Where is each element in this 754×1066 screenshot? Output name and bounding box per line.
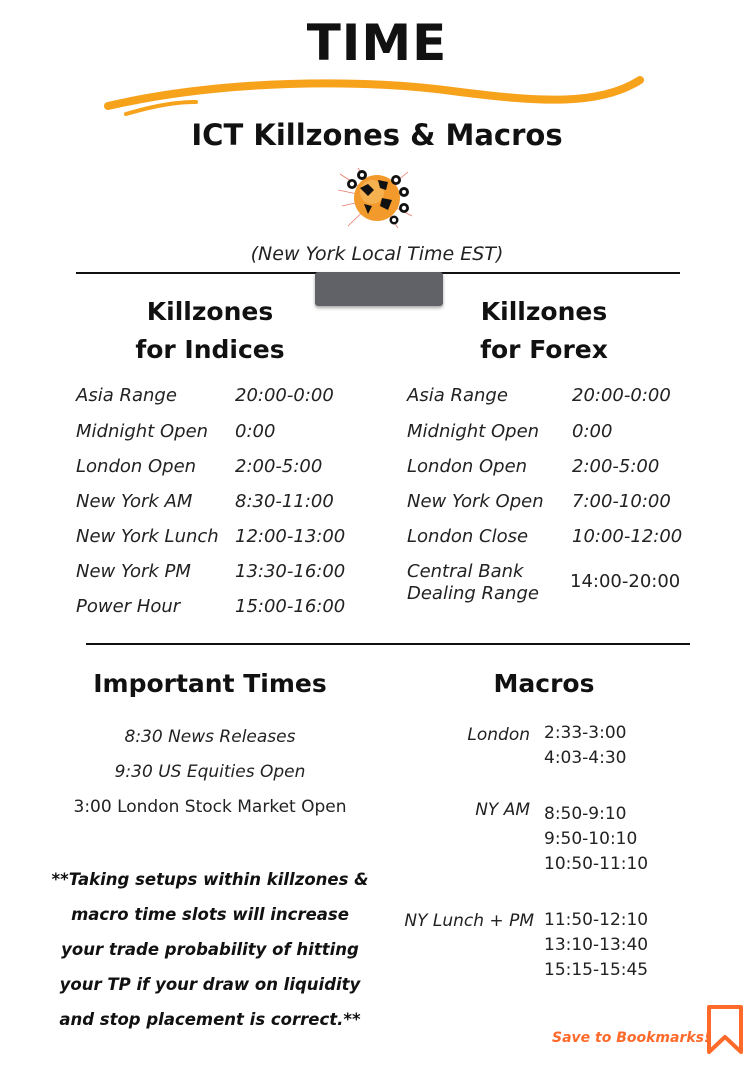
forex-heading-line2: for Forex — [480, 335, 608, 364]
forex-heading — [424, 293, 664, 369]
macro-group-label: London — [467, 725, 530, 745]
divider-middle — [86, 643, 690, 645]
forex-row-label: London Close — [407, 526, 529, 547]
save-to-bookmarks-label[interactable]: Save to Bookmarks! — [552, 1030, 711, 1046]
indices-row-label: London Open — [76, 456, 197, 477]
macro-time: 8:50-9:10 — [544, 804, 627, 824]
indices-row-label: New York AM — [76, 491, 193, 512]
note-line: **Taking setups within killzones & — [51, 870, 369, 889]
timezone-note: (New York Local Time EST) — [250, 243, 504, 265]
indices-row-time: 20:00-0:00 — [235, 385, 334, 406]
forex-heading-line1: Killzones — [480, 297, 608, 326]
macro-time: 10:50-11:10 — [544, 854, 649, 874]
indices-row-label: Power Hour — [76, 596, 181, 617]
macro-group-label: NY AM — [475, 800, 530, 820]
page-subtitle: ICT Killzones & Macros — [191, 118, 563, 152]
macro-group-times — [544, 721, 627, 771]
macro-group-times — [544, 908, 648, 983]
note-line: and stop placement is correct.** — [59, 1010, 361, 1029]
forex-row-label: London Open — [407, 456, 528, 477]
important-times-heading: Important Times — [93, 669, 327, 698]
important-time-item: 9:30 US Equities Open — [114, 762, 306, 782]
forex-row-time: 20:00-0:00 — [572, 385, 671, 406]
indices-row-label: New York PM — [76, 561, 191, 582]
bookmark-icon[interactable] — [705, 1004, 745, 1056]
macro-time: 2:33-3:00 — [544, 723, 627, 743]
macro-time: 13:10-13:40 — [544, 935, 649, 955]
trading-note — [40, 862, 380, 1037]
macro-time: 11:50-12:10 — [544, 910, 649, 930]
indices-row-time: 8:30-11:00 — [235, 491, 334, 512]
forex-row-time: 10:00-12:00 — [572, 526, 683, 547]
forex-row-label: New York Open — [407, 491, 544, 512]
note-line: your TP if your draw on liquidity — [59, 975, 361, 994]
forex-row-label-multiline — [407, 561, 539, 605]
indices-heading-line2: for Indices — [135, 335, 285, 364]
note-line: macro time slots will increase — [71, 905, 349, 924]
forex-row-label-line2: Dealing Range — [407, 583, 539, 604]
forex-row-time: 0:00 — [572, 421, 613, 442]
page-title: TIME — [306, 14, 448, 72]
indices-row-time: 0:00 — [235, 421, 276, 442]
macro-group-times — [544, 802, 648, 877]
indices-heading — [90, 293, 330, 369]
forex-row-time: 2:00-5:00 — [572, 456, 660, 477]
macro-time: 15:15-15:45 — [544, 960, 649, 980]
indices-row-label: Midnight Open — [76, 421, 209, 442]
important-time-item: 8:30 News Releases — [124, 727, 296, 747]
macros-heading: Macros — [493, 669, 595, 698]
indices-row-label: New York Lunch — [76, 526, 219, 547]
note-line: your trade probability of hitting — [61, 940, 359, 959]
indices-row-time: 2:00-5:00 — [235, 456, 323, 477]
forex-row-time: 7:00-10:00 — [572, 491, 671, 512]
forex-row-label: Asia Range — [407, 385, 508, 406]
indices-row-time: 15:00-16:00 — [235, 596, 346, 617]
indices-row-time: 12:00-13:00 — [235, 526, 346, 547]
indices-row-label: Asia Range — [76, 385, 177, 406]
forex-row-time: 14:00-20:00 — [570, 571, 681, 592]
important-time-item: 3:00 London Stock Market Open — [73, 797, 347, 817]
forex-row-label: Midnight Open — [407, 421, 540, 442]
macro-time: 9:50-10:10 — [544, 829, 638, 849]
macro-group-label: NY Lunch + PM — [404, 911, 534, 931]
macro-time: 4:03-4:30 — [544, 748, 627, 768]
indices-heading-line1: Killzones — [146, 297, 274, 326]
indices-row-time: 13:30-16:00 — [235, 561, 346, 582]
globe-logo-icon — [338, 166, 416, 230]
orange-swoosh-decoration — [100, 72, 660, 122]
forex-row-label-line1: Central Bank — [407, 561, 524, 582]
